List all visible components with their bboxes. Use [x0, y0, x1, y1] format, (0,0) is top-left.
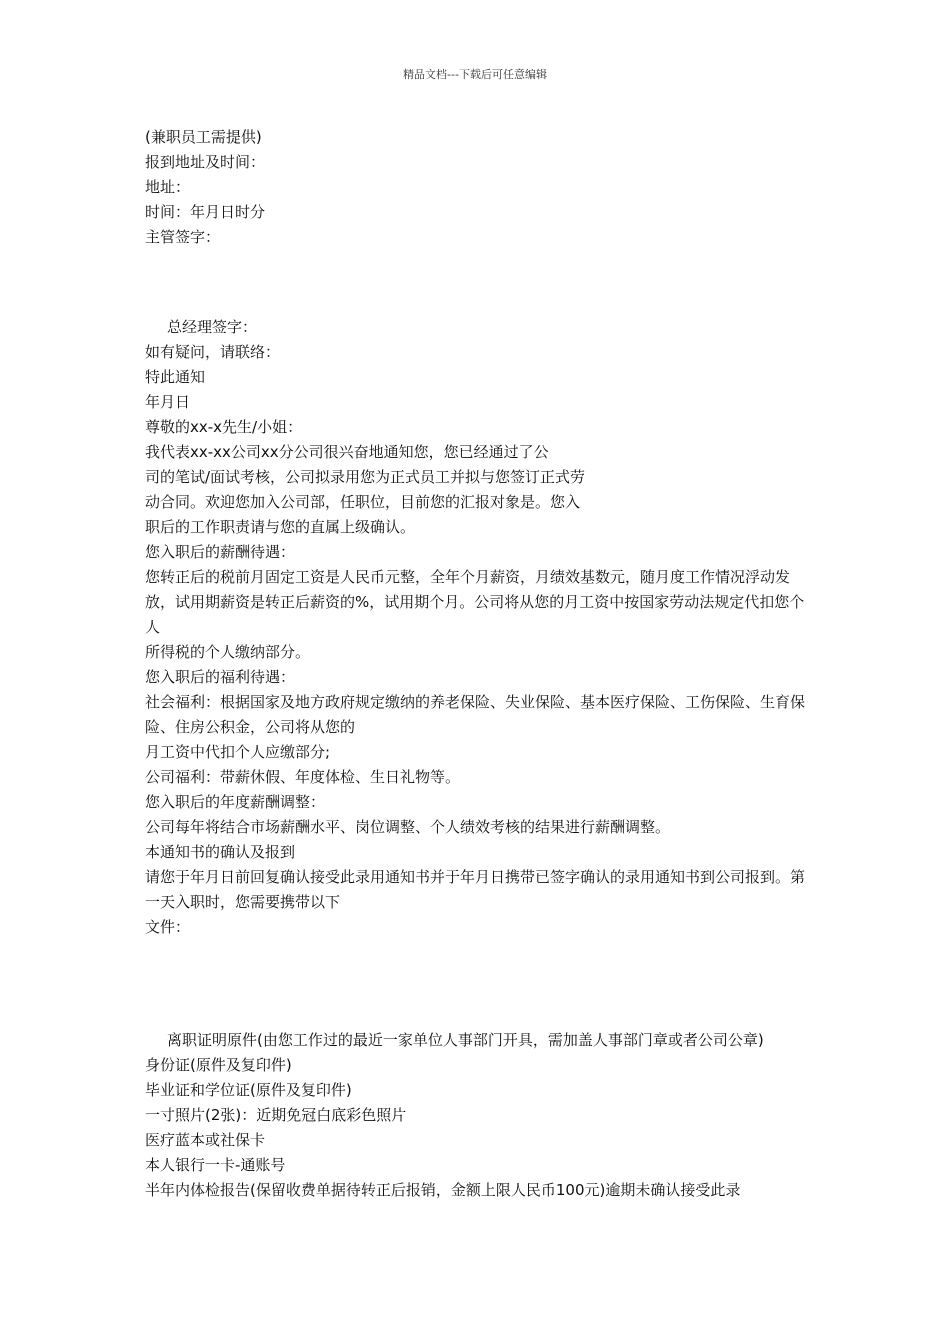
document-body — [145, 125, 810, 1203]
doc-line-section-heading: 您入职后的福利待遇： — [145, 668, 296, 686]
doc-line-salutation: 尊敬的xx-x先生/小姐： — [145, 418, 303, 436]
doc-line: 职后的工作职责请与您的直属上级确认。 — [145, 518, 416, 536]
spacer — [145, 250, 810, 315]
doc-paragraph: 请您于年月日前回复确认接受此录用通知书并于年月日携带已签字确认的录用通知书到公司报到。第一天入职时，您需要携带以下 — [145, 868, 806, 911]
doc-line: 司的笔试/面试考核，公司拟录用您为正式员工并拟与您签订正式劳 — [145, 468, 586, 486]
doc-line: 主管签字： — [145, 228, 221, 246]
doc-line: 地址： — [145, 178, 191, 196]
doc-line-section-heading: 本通知书的确认及报到 — [145, 843, 296, 861]
doc-line-section-heading: 您入职后的年度薪酬调整： — [145, 793, 326, 811]
spacer — [145, 940, 810, 1028]
doc-paragraph: 您转正后的税前月固定工资是人民币元整，全年个月薪资，月绩效基数元，随月度工作情况浮动发放，试用期薪资是转正后薪资的%，试用期个月。公司将从您的月工资中按国家劳动法规定代扣您个人 — [145, 568, 805, 636]
doc-list-item: 身份证(原件及复印件) — [145, 1056, 292, 1074]
doc-line-section-heading: 您入职后的薪酬待遇： — [145, 543, 296, 561]
doc-line: 特此通知 — [145, 368, 206, 386]
page-header: 精品文档---下载后可任意编辑 — [403, 68, 547, 81]
doc-line: (兼职员工需提供) — [145, 128, 262, 146]
doc-line: 时间：年月日时分 — [145, 203, 266, 221]
doc-list-item: 半年内体检报告(保留收费单据待转正后报销，金额上限人民币100元)逾期未确认接受此录 — [145, 1181, 741, 1199]
doc-line: 动合同。欢迎您加入公司部，任职位，目前您的汇报对象是。您入 — [145, 493, 581, 511]
doc-line: 公司每年将结合市场薪酬水平、岗位调整、个人绩效考核的结果进行薪酬调整。 — [145, 818, 671, 836]
doc-list-item: 本人银行一卡-通账号 — [145, 1156, 286, 1174]
doc-line: 文件： — [145, 918, 191, 936]
doc-line: 报到地址及时间： — [145, 153, 266, 171]
doc-list-item: 毕业证和学位证(原件及复印件) — [145, 1081, 352, 1099]
doc-list-item: 医疗蓝本或社保卡 — [145, 1131, 266, 1149]
doc-line: 我代表xx-xx公司xx分公司很兴奋地通知您，您已经通过了公 — [145, 443, 549, 461]
doc-line: 如有疑问，请联络： — [145, 343, 281, 361]
doc-line: 年月日 — [145, 393, 191, 411]
doc-line: 所得税的个人缴纳部分。 — [145, 643, 311, 661]
doc-line-manager-signature: 总经理签字： — [167, 318, 258, 336]
doc-paragraph: 离职证明原件(由您工作过的最近一家单位人事部门开具，需加盖人事部门章或者公司公章) — [167, 1031, 764, 1049]
doc-line: 月工资中代扣个人应缴部分; — [145, 743, 331, 761]
doc-list-item: 一寸照片(2张)：近期免冠白底彩色照片 — [145, 1106, 407, 1124]
doc-line: 公司福利：带薪休假、年度体检、生日礼物等。 — [145, 768, 461, 786]
doc-paragraph: 社会福利：根据国家及地方政府规定缴纳的养老保险、失业保险、基本医疗保险、工伤保险、生育保险、住房公积金，公司将从您的 — [145, 693, 806, 736]
